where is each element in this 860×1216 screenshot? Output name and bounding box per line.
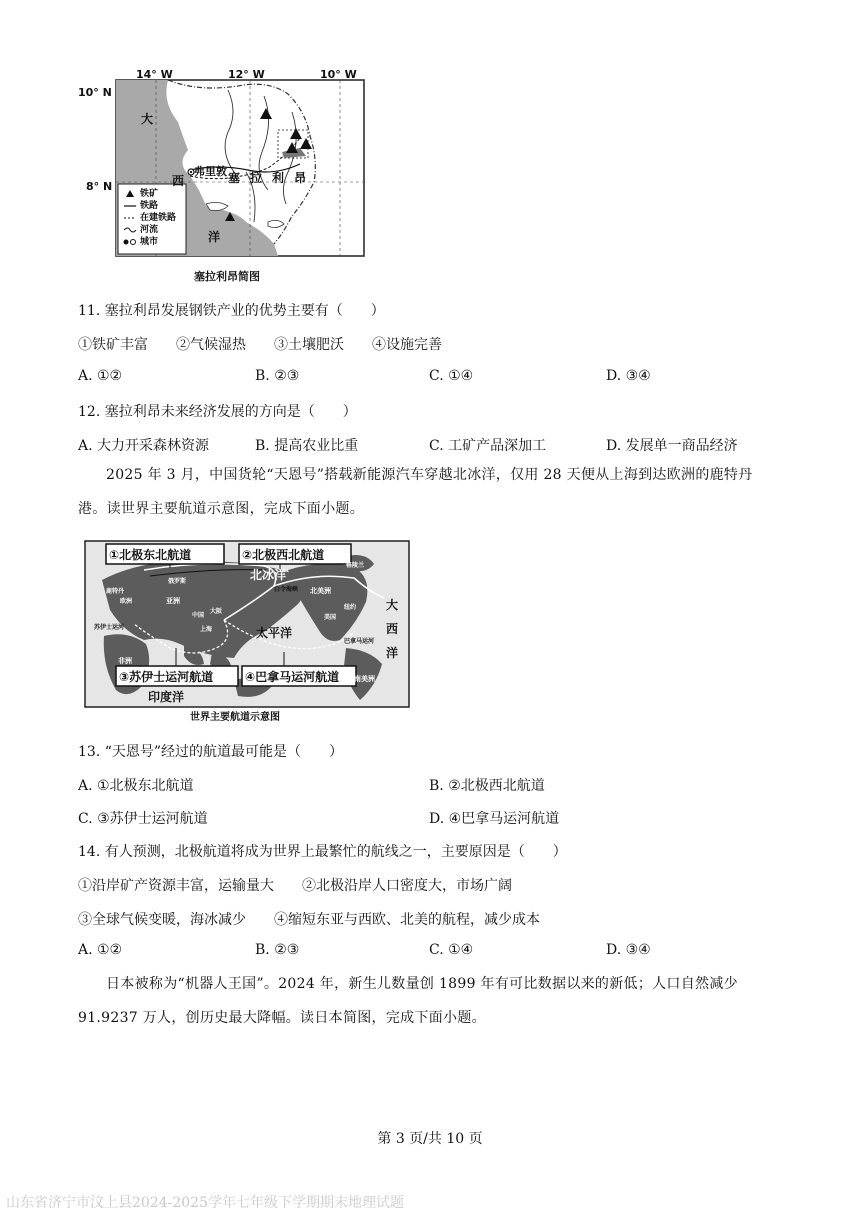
place-label-osaka: 大阪 xyxy=(210,608,223,615)
lat-label-8n: 8° N xyxy=(86,180,113,193)
place-label-greenland: 格陵兰 xyxy=(346,562,365,569)
place-label-suez: 苏伊士运河 xyxy=(94,624,125,631)
place-label-europe: 欧洲 xyxy=(120,598,133,605)
shipping-routes-map xyxy=(84,540,410,708)
legend-railway: 铁路 xyxy=(140,201,159,211)
place-label-china: 中国 xyxy=(192,612,205,619)
q12-choice-d: D. 发展单一商品经济 xyxy=(606,438,738,454)
place-label-russia: 俄罗斯 xyxy=(168,578,187,585)
route-label-suez: ③苏伊士运河航道 xyxy=(119,670,214,684)
q13-choice-d: D. ④巴拿马运河航道 xyxy=(429,811,560,827)
place-label-shanghai: 上海 xyxy=(200,626,213,633)
place-label-new-york: 纽约 xyxy=(344,604,357,611)
q11-statements: ①铁矿丰富 ②气候湿热 ③土壤肥沃 ④设施完善 xyxy=(78,337,442,353)
place-label-africa: 非洲 xyxy=(118,657,132,665)
q12-choice-a: A. 大力开采森林资源 xyxy=(78,438,210,454)
q13-stem: 13. “天恩号”经过的航道最可能是（ ） xyxy=(78,744,344,760)
ocean-label-da: 大 xyxy=(141,112,154,126)
japan-intro-paragraph: 日本被称为“机器人王国”。2024 年，新生儿数量创 1899 年有可比数据以来的新低；人口自然减少 91.9237 万人，创历史最大降幅。读日本简图，完成下面小题。 xyxy=(78,976,738,1026)
place-label-panama: 巴拿马运河 xyxy=(344,638,375,645)
q13-choice-b: B. ②北极西北航道 xyxy=(429,778,545,794)
q14-statements-line2: ③全球气候变暖，海冰减少 ④缩短东亚与西欧、北美的航程，减少成本 xyxy=(78,912,540,928)
ocean-label-atlantic-1: 大 xyxy=(386,598,399,612)
ocean-label-pacific: 太平洋 xyxy=(256,626,293,640)
legend-river: 河流 xyxy=(140,225,159,235)
city-label-freetown: 弗里敦 xyxy=(194,165,227,178)
ocean-label-arctic: 北冰洋 xyxy=(250,568,287,582)
q14-stem: 14. 有人预测，北极航道将成为世界上最繁忙的航线之一，主要原因是（ ） xyxy=(78,844,567,860)
country-label-1: 塞 xyxy=(228,171,241,185)
route-label-northeast: ①北极东北航道 xyxy=(109,548,192,562)
q12-choice-c: C. 工矿产品深加工 xyxy=(429,438,547,454)
ocean-label-atlantic-3: 洋 xyxy=(386,646,399,660)
q13-choice-a: A. ①北极东北航道 xyxy=(78,778,194,794)
q11-stem: 11. 塞拉利昂发展钢铁产业的优势主要有（ ） xyxy=(78,303,385,319)
q11-choice-b: B. ②③ xyxy=(255,368,300,384)
legend-iron-ore: 铁矿 xyxy=(140,189,159,199)
country-label-4: 昂 xyxy=(294,171,307,185)
country-label-3: 利 xyxy=(272,171,285,185)
place-label-bering: 白令海峡 xyxy=(274,586,299,593)
route-label-panama: ④巴拿马运河航道 xyxy=(245,670,340,684)
q14-choice-d: D. ③④ xyxy=(606,942,651,958)
ocean-label-indian: 印度洋 xyxy=(148,690,185,704)
q12-stem: 12. 塞拉利昂未来经济发展的方向是（ ） xyxy=(78,404,357,420)
map1-caption: 塞拉利昂简图 xyxy=(194,270,260,283)
q11-choice-d: D. ③④ xyxy=(606,368,651,384)
q11-choice-a: A. ①② xyxy=(78,368,123,384)
sierra-leone-map xyxy=(78,68,368,262)
ocean-label-yang: 洋 xyxy=(208,230,221,244)
shipping-intro-paragraph: 2025 年 3 月，中国货轮“天恩号”搭载新能源汽车穿越北冰洋，仅用 28 天便从上海到达欧洲的鹿特丹港。读世界主要航道示意图，完成下面小题。 xyxy=(78,467,753,517)
q14-choice-c: C. ①④ xyxy=(429,942,474,958)
lon-label-10w: 10° W xyxy=(320,68,357,81)
route-label-northwest: ②北极西北航道 xyxy=(242,548,325,562)
q14-statements-line1: ①沿岸矿产资源丰富，运输量大 ②北极沿岸人口密度大，市场广阔 xyxy=(78,878,512,894)
country-label-2: 拉 xyxy=(250,171,263,185)
place-label-north-america: 北美洲 xyxy=(310,587,331,595)
lon-label-14w: 14° W xyxy=(136,68,173,81)
legend-city: 城市 xyxy=(140,237,159,247)
q11-choice-c: C. ①④ xyxy=(429,368,474,384)
legend-railway-construction: 在建铁路 xyxy=(140,213,177,223)
page-footer: 第 3 页/共 10 页 xyxy=(377,1131,483,1147)
place-label-rotterdam: 鹿特丹 xyxy=(106,588,125,595)
q14-choice-b: B. ②③ xyxy=(255,942,300,958)
lat-label-10n: 10° N xyxy=(78,86,112,99)
ocean-label-atlantic-2: 西 xyxy=(386,622,399,636)
map2-caption: 世界主要航道示意图 xyxy=(190,712,280,723)
lon-label-12w: 12° W xyxy=(228,68,265,81)
place-label-south-america: 南美洲 xyxy=(354,675,375,683)
source-watermark: 山东省济宁市汶上县2024-2025学年七年级下学期期末地理试题 xyxy=(6,1195,404,1211)
q12-choice-b: B. 提高农业比重 xyxy=(255,438,359,454)
q14-choice-a: A. ①② xyxy=(78,942,123,958)
place-label-usa: 美国 xyxy=(324,614,337,621)
q13-choice-c: C. ③苏伊士运河航道 xyxy=(78,811,208,827)
ocean-label-xi: 西 xyxy=(172,174,185,188)
place-label-asia: 亚洲 xyxy=(166,597,180,605)
